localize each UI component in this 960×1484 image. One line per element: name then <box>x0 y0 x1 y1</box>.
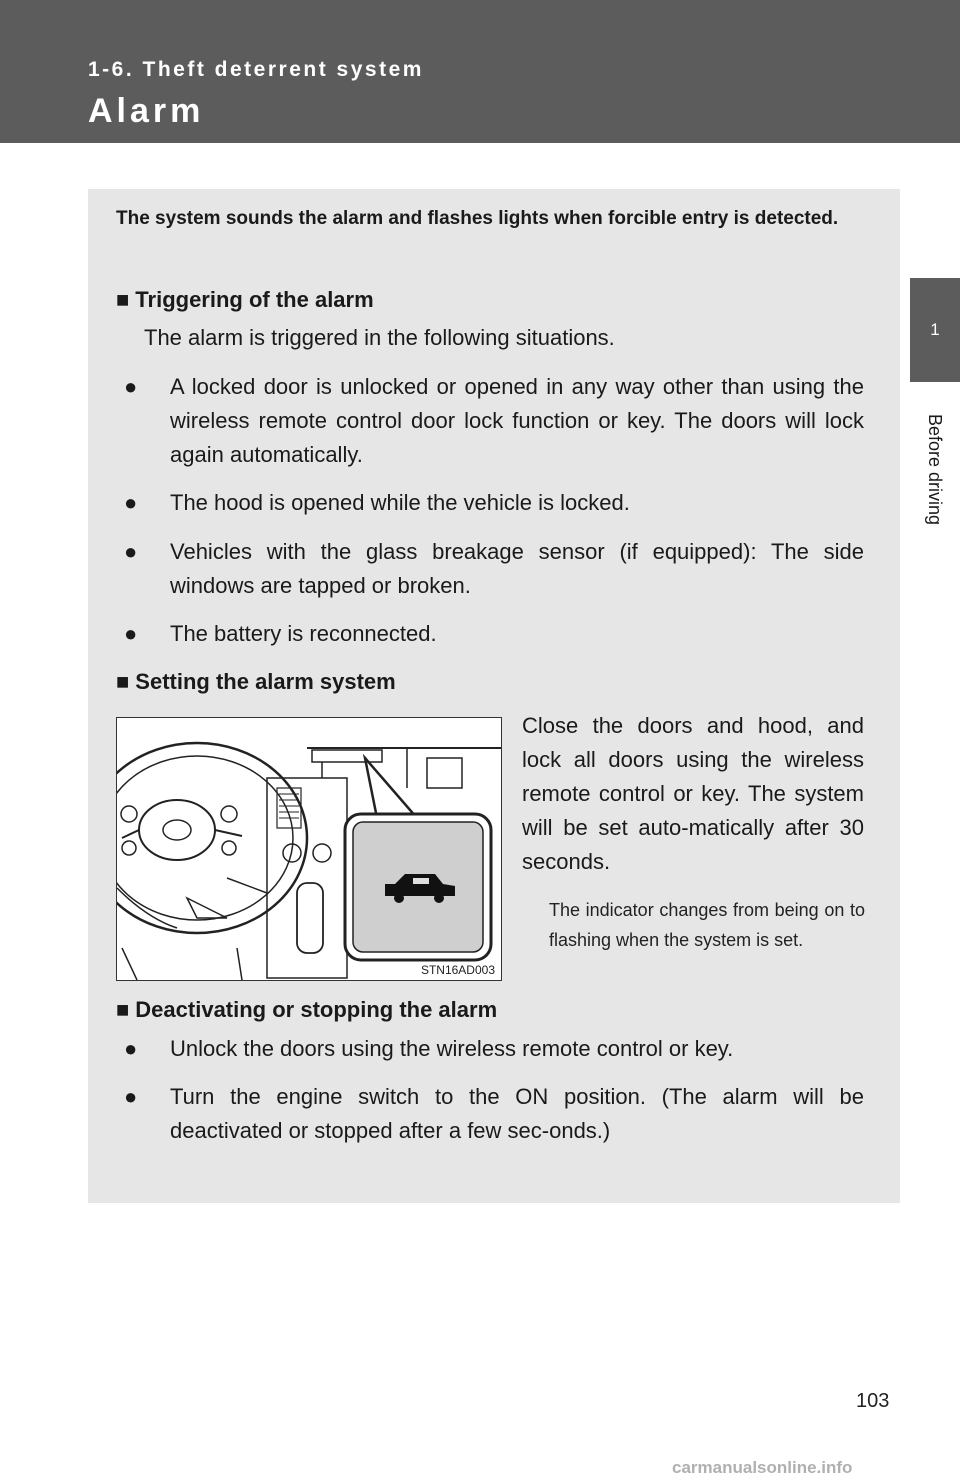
setting-text: Close the doors and hood, and lock all doors using the wireless remote control or key. The system will be set auto-matically after 30 seconds. <box>522 713 864 874</box>
content-box <box>88 189 900 1203</box>
heading-deactivating <box>116 993 497 1027</box>
figure-code: STN16AD003 <box>420 963 495 977</box>
round-bullet-icon: ● <box>124 621 138 646</box>
heading-text: Setting the alarm system <box>135 669 396 694</box>
square-bullet-icon: ■ <box>116 669 130 694</box>
page-title: Alarm <box>88 92 205 130</box>
page-number: 103 <box>856 1390 890 1412</box>
list-item: ● A locked door is unlocked or opened in any way other than using the wireless remote control door lock function or key. The doors will lock again automatically. <box>124 370 864 472</box>
heading-triggering <box>116 283 374 317</box>
heading-setting <box>116 665 396 699</box>
section-title: 1-6. Theft deterrent system <box>88 58 424 81</box>
list-item: ● Vehicles with the glass breakage sensor (if equipped): The side windows are tapped or broken. <box>124 535 864 603</box>
intro-text: The system sounds the alarm and flashes lights when forcible entry is detected. <box>116 208 839 229</box>
heading-text: Triggering of the alarm <box>135 287 374 312</box>
watermark: carmanualsonline.info <box>672 1458 853 1477</box>
chapter-label <box>921 394 949 544</box>
list-item: ● Unlock the doors using the wireless remote control or key. <box>124 1032 864 1066</box>
indicator-note: The indicator changes from being on to flashing when the system is set. <box>549 900 865 950</box>
list-item: ● The battery is reconnected. <box>124 617 864 651</box>
square-bullet-icon: ■ <box>116 997 130 1022</box>
chapter-label-text: Before driving <box>925 413 946 525</box>
square-bullet-icon: ■ <box>116 287 130 312</box>
round-bullet-icon: ● <box>124 374 138 399</box>
round-bullet-icon: ● <box>124 539 138 564</box>
round-bullet-icon: ● <box>124 1036 138 1061</box>
list-item: ● The hood is opened while the vehicle is locked. <box>124 486 864 520</box>
chapter-tab: 1 <box>910 278 960 382</box>
round-bullet-icon: ● <box>124 1084 138 1109</box>
round-bullet-icon: ● <box>124 490 138 515</box>
page-header <box>0 0 960 143</box>
heading-text: Deactivating or stopping the alarm <box>135 997 498 1022</box>
list-item: ● Turn the engine switch to the ON position. (The alarm will be deactivated or stopped after a few sec-onds.) <box>124 1080 864 1148</box>
triggering-lead: The alarm is triggered in the following situations. <box>144 325 615 350</box>
dashboard-drawing <box>117 718 501 980</box>
dashboard-illustration <box>116 717 502 981</box>
